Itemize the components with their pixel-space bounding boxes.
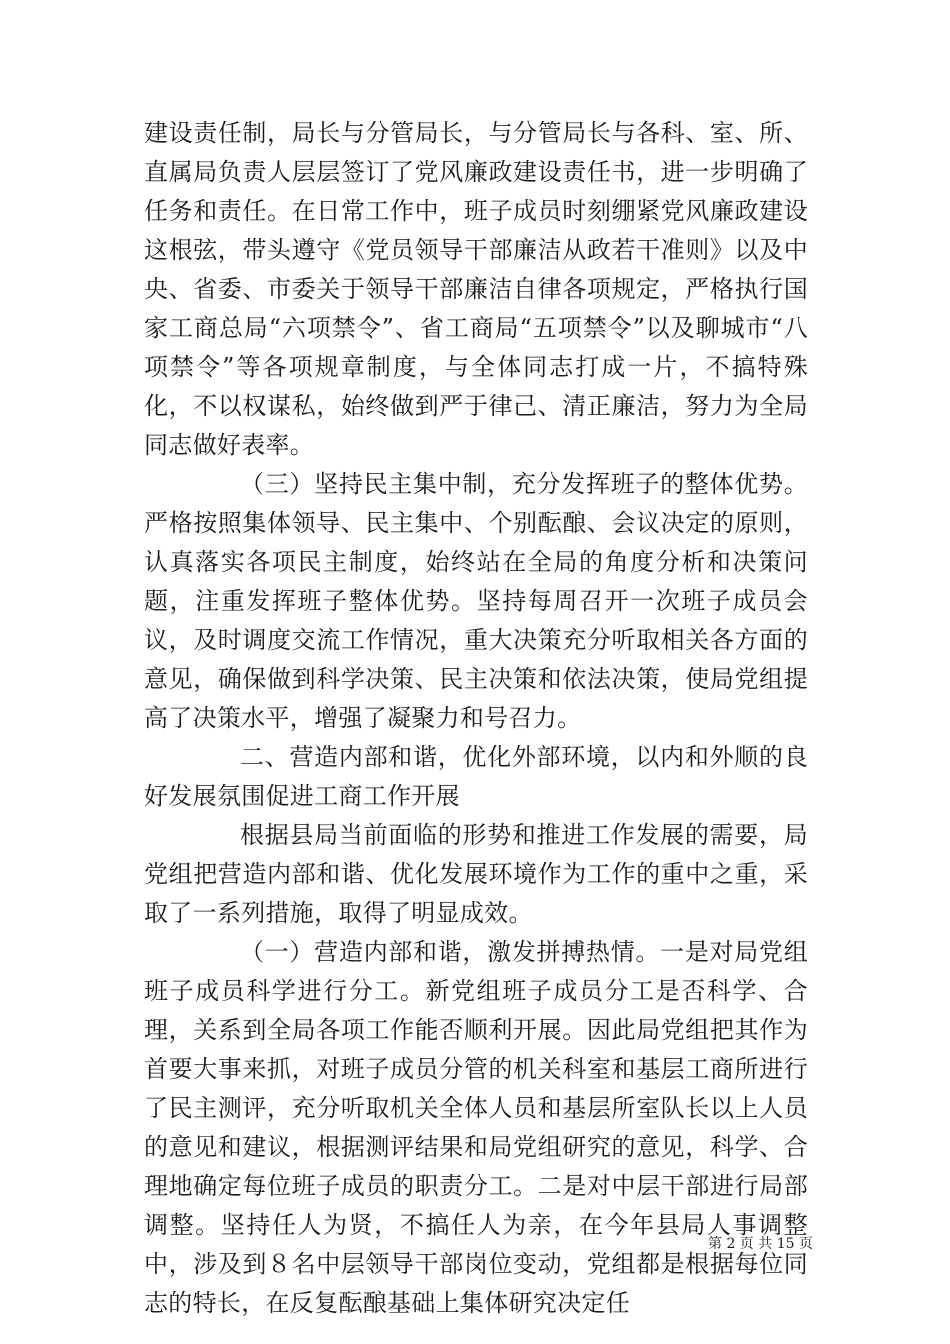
paragraph-4: （一）营造内部和谐，激发拼搏热情。一是对局党组班子成员科学进行分工。新党组班子成员分工是否科学、合理，关系到全局各项工作能否顺利开展。因此局党组把其作为首要大事来抓，对班子成员分管的机关科室和基层工商所进行了民主测评，充分听取机关全体人员和基层所室队长以上人员的意见和建议，根据测评结果和局党组研究的意见，科学、合理地确定每位班子成员的职责分工。二是对中层干部进行局部调整。坚持任人为贤，不搞任人为亲，在今年县局人事调整中，涉及到８名中层领导干部岗位变动，党组都是根据每位同志的特长，在反复酝酿基础上集体研究决定任: [144, 938, 808, 1317]
paragraph-1: 建设责任制，局长与分管局长，与分管局长与各科、室、所、直属局负责人层层签订了党风廉政建设责任书，进一步明确了任务和责任。在日常工作中，班子成员时刻绷紧党风廉政建设这根弦，带头遵守《党员领导干部廉洁从政若干准则》以及中央、省委、市委关于领导干部廉洁自律各项规定，严格执行国家工商总局“六项禁令”、省工商局“五项禁令”以及聊城市“八项禁令”等各项规章制度，与全体同志打成一片，不搞特殊化，不以权谋私，始终做到严于律己、清正廉洁，努力为全局同志做好表率。: [144, 119, 808, 459]
paragraph-3: 根据县局当前面临的形势和推进工作发展的需要，局党组把营造内部和谐、优化发展环境作为工作的重中之重，采取了一系列措施，取得了明显成效。: [144, 821, 808, 927]
page-number-footer: 第 2 页 共 15 页: [708, 1236, 813, 1252]
document-body: [144, 114, 808, 1323]
section-heading-2: 二、营造内部和谐，优化外部环境，以内和外顺的良好发展氛围促进工商工作开展: [144, 743, 808, 810]
paragraph-2: （三）坚持民主集中制，充分发挥班子的整体优势。严格按照集体领导、民主集中、个别酝酿、会议决定的原则，认真落实各项民主制度，始终站在全局的角度分析和决策问题，注重发挥班子整体优势。坚持每周召开一次班子成员会议，及时调度交流工作情况，重大决策充分听取相关各方面的意见，确保做到科学决策、民主决策和依法决策，使局党组提高了决策水平，增强了凝聚力和号召力。: [144, 470, 808, 732]
